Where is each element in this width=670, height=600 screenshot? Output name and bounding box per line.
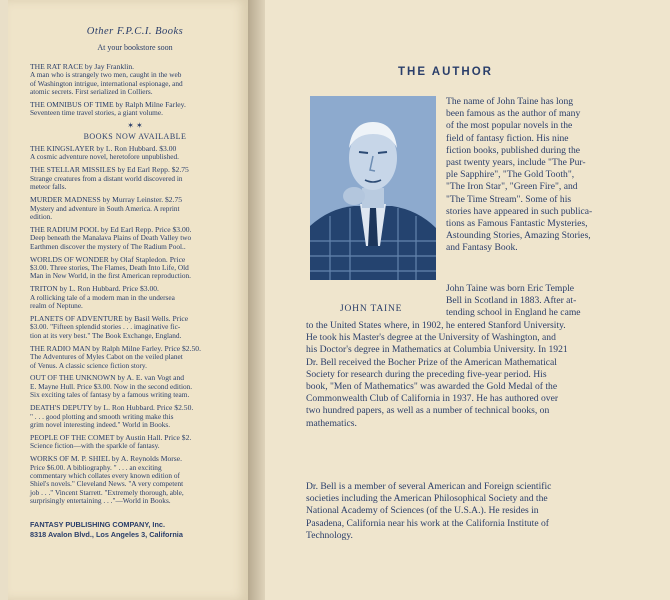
author-heading: THE AUTHOR <box>398 66 493 78</box>
photo-caption: JOHN TAINE <box>340 304 403 314</box>
book-entry <box>30 374 240 399</box>
publisher-block <box>30 520 240 540</box>
bio-paragraph-2 <box>446 283 644 320</box>
bio-line: "The Time Stream". Some of his <box>446 193 572 205</box>
publisher-address: 8318 Avalon Blvd., Los Angeles 3, California <box>30 529 183 539</box>
book-entry <box>30 404 240 429</box>
bio-line: Bell in Scotland in 1883. After at- <box>446 295 577 307</box>
bio-line: tending school in England he came <box>446 307 581 319</box>
book-description-line: " . . . good plotting and smooth writing make this <box>30 411 174 421</box>
book-description-line: surprisingly entertaining . . ."—World in Books. <box>30 496 171 506</box>
book-title-line: WORKS OF M. P. SHIEL by A. Reynolds Morse. <box>30 454 183 464</box>
bio-line: The name of John Taine has long <box>446 96 574 107</box>
book-description-line: grim novel interesting indeed." World in Books. <box>30 419 171 429</box>
book-entry <box>30 285 240 310</box>
book-description-line: Seventeen time travel stories, a giant volume. <box>30 108 163 118</box>
book-title-line: MURDER MADNESS by Murray Leinster. $2.75 <box>30 195 183 205</box>
bio-line: National Academy of Sciences (of the U.S.A.). He resides in <box>306 505 539 517</box>
book-title-line: DEATH'S DEPUTY by L. Ron Hubbard. Price $2.50. <box>30 403 194 413</box>
book-entry <box>30 101 240 118</box>
flap-subtitle: At your bookstore soon <box>97 43 173 53</box>
book-title-line: THE RADIUM POOL by Ed Earl Repp. Price $3.00. <box>30 224 192 234</box>
book-description-line: meteor falls. <box>30 182 67 192</box>
book-list <box>30 20 240 540</box>
book-description-line: realm of Neptune. <box>30 301 83 311</box>
bio-line: stories have appeared in such publica- <box>446 205 593 217</box>
bio-line: been famous as the author of many <box>446 108 581 120</box>
bio-line: societies including the American Philosophical Society and the <box>306 493 548 505</box>
book-description-line: of Venus. A classic science fiction story. <box>30 360 147 370</box>
available-list <box>30 145 240 506</box>
book-title-line: THE STELLAR MISSILES by Ed Earl Repp. $2.75 <box>30 165 189 175</box>
bio-line: his Doctor's degree in Mathematics at Columbia University. In 1921 <box>306 344 568 356</box>
book-description-line: Shiel's novels." Cleveland News. "A very competent <box>30 479 184 489</box>
book-description-line: job . . ." Vincent Starrett. "Extremely thorough, able, <box>30 487 184 497</box>
flap-title: Other F.P.C.I. Books <box>86 26 184 37</box>
book-description-line: atomic secrets. First serialized in Colliers. <box>30 87 153 97</box>
book-entry <box>30 196 240 221</box>
book-description-line: edition. <box>30 211 53 221</box>
author-portrait-illustration <box>310 96 436 280</box>
bio-line: Society for research during the preceding five-year period. His <box>306 368 547 380</box>
book-description-line: $3.00. Three stories, The Flames, Death Into Life, Old <box>30 262 189 272</box>
publisher-name: FANTASY PUBLISHING COMPANY, Inc. <box>30 519 166 529</box>
book-entry <box>30 315 240 340</box>
bio-line: book, "Men of Mathematics" was awarded the Gold Medal of the <box>306 381 558 393</box>
book-title-line: THE OMNIBUS OF TIME by Ralph Milne Farley. <box>30 99 186 109</box>
book-title-line: THE RADIO MAN by Ralph Milne Farley. Price $2.50. <box>30 343 201 353</box>
book-entry <box>30 434 240 451</box>
book-description-line: commentary which collates every known edition of <box>30 470 180 480</box>
book-title-line: PLANETS OF ADVENTURE by Basil Wells. Price <box>30 313 189 323</box>
book-title-line: PEOPLE OF THE COMET by Austin Hall. Price $2. <box>30 432 192 442</box>
bio-line: tions as Famous Fantastic Mysteries, <box>446 218 588 230</box>
book-description-line: Six exciting tales of fantasy by a famous writing team. <box>30 390 190 400</box>
coming-soon-list <box>30 63 240 118</box>
book-description-line: of Washington intrigue, international espionage, and <box>30 78 183 88</box>
jacket-flap <box>8 0 248 600</box>
available-heading: BOOKS NOW AVAILABLE <box>83 131 187 141</box>
bio-line: to the United States where, in 1902, he entered Stanford University. <box>306 320 566 331</box>
book-description-line: Science fiction—with the sparkle of fantasy. <box>30 441 160 451</box>
bio-line: past twenty years, include "The Pur- <box>446 157 586 169</box>
bio-line: and Fantasy Book. <box>446 242 518 254</box>
book-description-line: Strange creatures from a distant world discovered in <box>30 173 183 183</box>
book-entry <box>30 455 240 505</box>
book-title-line: THE RAT RACE by Jay Franklin. <box>30 61 135 71</box>
book-description-line: tion at its very best." The Book Exchange, England. <box>30 330 182 340</box>
book-description-line: The Adventures of Myles Cabot on the veiled planet <box>30 352 183 362</box>
author-photo <box>310 96 436 280</box>
bio-paragraph-1 <box>446 96 644 255</box>
book-description-line: A rollicking tale of a modern man in the undersea <box>30 292 175 302</box>
book-description-line: Price $6.00. A bibliography. " . . . an exciting <box>30 462 162 472</box>
book-description-line: E. Mayne Hull. Price $3.00. Now in the second edition. <box>30 381 193 391</box>
bio-line: Astounding Stories, Amazing Stories, <box>446 230 591 242</box>
bio-line: mathematics. <box>306 417 357 429</box>
bio-line: He took his Master's degree at the University of Washington, and <box>306 332 556 344</box>
book-description-line: A man who is strangely two men, caught in the web <box>30 70 182 80</box>
book-title-line: THE KINGSLAYER by L. Ron Hubbard. $3.00 <box>30 144 177 154</box>
book-description-line: A cosmic adventure novel, heretofore unpublished. <box>30 152 179 162</box>
bio-line: Pasadena, California near his work at the California Institute of <box>306 517 549 529</box>
bio-line: two hundred papers, as well as a number of technical books, on <box>306 405 550 417</box>
divider-stars: ✶ ✶ <box>127 121 143 131</box>
book-entry <box>30 256 240 281</box>
bio-paragraph-2-continued <box>306 320 652 430</box>
bio-line: Commonwealth Club of California in 1937. He has authored over <box>306 393 559 405</box>
book-title-line: WORLDS OF WONDER by Olaf Stapledon. Price <box>30 254 186 264</box>
bio-paragraph-3 <box>306 481 652 542</box>
book-description-line: Deep beneath the Manalava Plains of Death Valley two <box>30 233 192 243</box>
book-title-line: TRITON by L. Ron Hubbard. Price $3.00. <box>30 284 159 294</box>
book-entry <box>30 145 240 162</box>
bio-line: Dr. Bell is a member of several American and Foreign scientific <box>306 481 552 492</box>
book-description-line: Earthmen discover the mystery of The Radium Pool.. <box>30 241 186 251</box>
bio-line: John Taine was born Eric Temple <box>446 283 575 294</box>
bio-line: "The Iron Star", "Green Fire", and <box>446 181 578 193</box>
bio-line: of the most popular novels in the <box>446 120 573 132</box>
bio-line: Technology. <box>306 529 353 541</box>
book-title-line: OUT OF THE UNKNOWN by A. E. van Vogt and <box>30 373 185 383</box>
book-description-line: Mystery and adventure in South America. A reprint <box>30 203 180 213</box>
book-description-line: $3.00. "Fifteen splendid stories . . . imaginative fic- <box>30 322 181 332</box>
bio-line: ple Sapphire", "The Gold Tooth", <box>446 169 575 181</box>
book-description-line: Man in New World, in the first American reproduction. <box>30 271 191 281</box>
book-entry <box>30 345 240 370</box>
book-entry <box>30 166 240 191</box>
book-entry <box>30 226 240 251</box>
bio-line: field of fantasy fiction. His nine <box>446 132 569 144</box>
bio-line: Dr. Bell received the Bocher Prize of the American Mathematical <box>306 356 557 368</box>
bio-line: fiction books, published during the <box>446 144 581 156</box>
book-entry <box>30 63 240 97</box>
